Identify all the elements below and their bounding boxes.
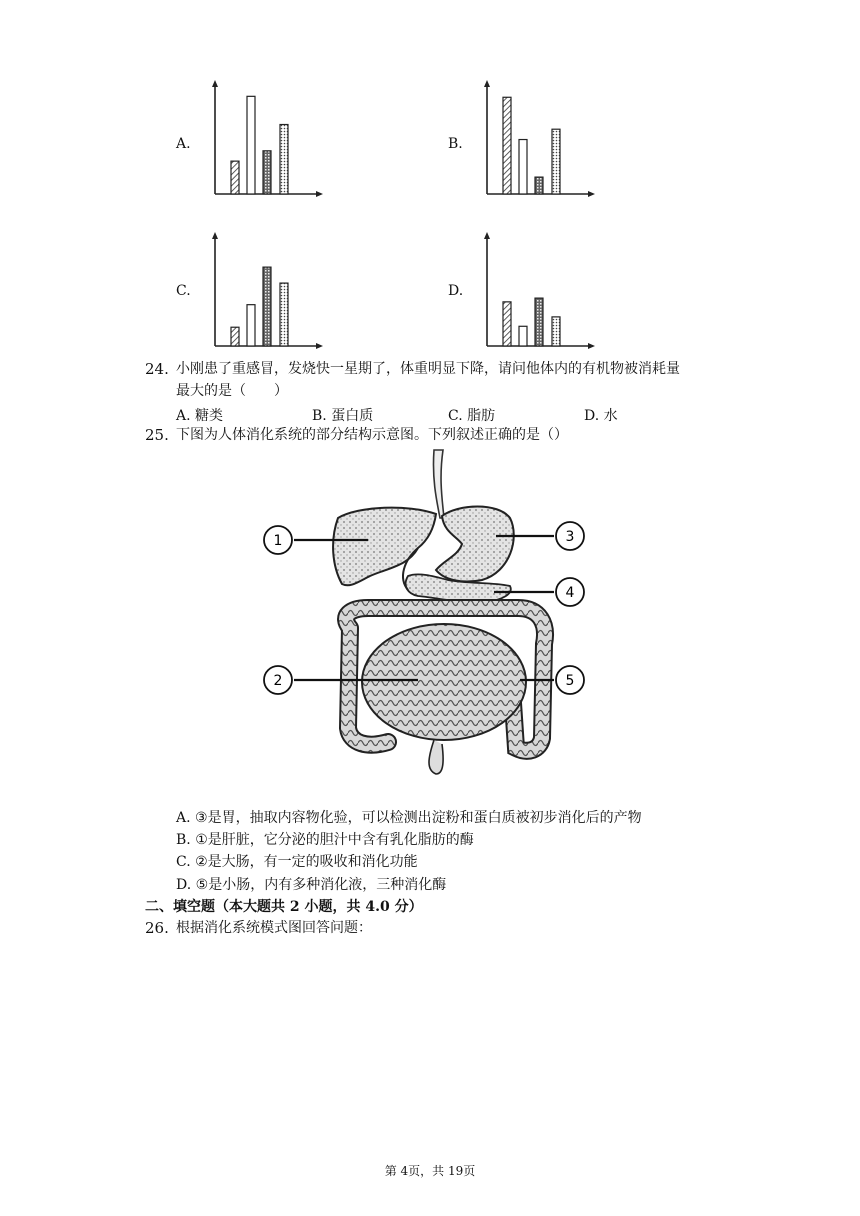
question-24-number: 24. [145,360,169,378]
option-key: A. [176,810,191,826]
question-24-text-line2: 最大的是（ ） [176,383,288,399]
question-25-option-d[interactable] [176,874,446,894]
bar-1 [231,327,239,346]
small-intestine [362,624,526,740]
y-axis-arrow [212,80,218,87]
option-key: D. [176,877,192,893]
option-key: D. [584,408,600,424]
label-5-circle [556,666,584,694]
option-key: B. [312,408,327,424]
question-24-text-line1: 小刚患了重感冒，发烧快一星期了，体重明显下降，请问他体内的有机物被消耗量 [176,361,680,377]
y-axis-arrow [212,232,218,239]
bar-1 [231,161,239,194]
label-5-text: 5 [565,673,575,689]
x-axis-arrow [588,343,595,349]
question-26-number: 26. [145,919,169,937]
question-26-text: 根据消化系统模式图回答问题： [176,920,372,936]
bar-3 [535,298,543,346]
x-axis-arrow [316,343,323,349]
label-2-circle [264,666,292,694]
bar-4 [280,283,288,346]
question-24-option-d[interactable] [584,405,618,425]
label-1-circle [264,526,292,554]
y-axis-arrow [484,80,490,87]
esophagus [433,450,444,518]
question-24-option-c[interactable] [448,405,495,425]
bar-2 [247,305,255,346]
bar-2 [519,140,527,194]
option-a-chart [205,76,330,200]
option-text: 水 [603,408,618,424]
option-text: ⑤是小肠，内有多种消化液，三种消化酶 [195,877,447,893]
option-text: ②是大肠，有一定的吸收和消化功能 [195,854,418,870]
digestive-system-diagram [258,448,598,778]
stomach [436,507,514,582]
option-text: ③是胃，抽取内容物化验，可以检测出淀粉和蛋白质被初步消化后的产物 [195,810,642,826]
option-text: 脂肪 [467,408,496,424]
option-text: 蛋白质 [331,408,374,424]
label-4-circle [556,578,584,606]
option-key: C. [448,408,463,424]
option-key: A. [176,408,191,424]
option-key: C. [176,854,191,870]
page-footer: 第 4页，共 19页 [384,1164,476,1178]
bar-3 [535,177,543,194]
bar-3 [263,267,271,346]
label-1-text: 1 [273,533,283,549]
question-25-number: 25. [145,426,169,444]
y-axis-arrow [484,232,490,239]
option-d-label: D. [448,283,464,299]
option-c-label: C. [176,283,191,299]
bar-3 [263,151,271,194]
bar-1 [503,302,511,346]
question-24-option-a[interactable] [176,405,223,425]
bar-4 [280,125,288,194]
label-4-text: 4 [565,585,575,601]
option-b-label: B. [448,136,463,152]
bar-2 [247,96,255,194]
option-a-label: A. [176,136,191,152]
question-25-text: 下图为人体消化系统的部分结构示意图。下列叙述正确的是（） [176,427,568,443]
question-24-option-b[interactable] [312,405,373,425]
bar-1 [503,97,511,194]
bar-4 [552,129,560,194]
question-25-option-a[interactable] [176,807,642,827]
section-2-title: 二、填空题（本大题共 2 小题，共 4.0 分） [145,899,423,915]
option-b-chart [477,76,602,200]
option-text: 糖类 [195,408,224,424]
x-axis-arrow [316,191,323,197]
bar-4 [552,317,560,346]
option-key: B. [176,832,191,848]
question-25-option-c[interactable] [176,851,418,871]
appendix [429,740,443,774]
x-axis-arrow [588,191,595,197]
label-3-text: 3 [565,529,575,545]
label-3-circle [556,522,584,550]
option-c-chart [205,228,330,352]
bar-2 [519,326,527,346]
option-text: ①是肝脏，它分泌的胆汁中含有乳化脂肪的酶 [195,832,474,848]
label-2-text: 2 [273,673,283,689]
option-d-chart [477,228,602,352]
question-25-option-b[interactable] [176,829,474,849]
